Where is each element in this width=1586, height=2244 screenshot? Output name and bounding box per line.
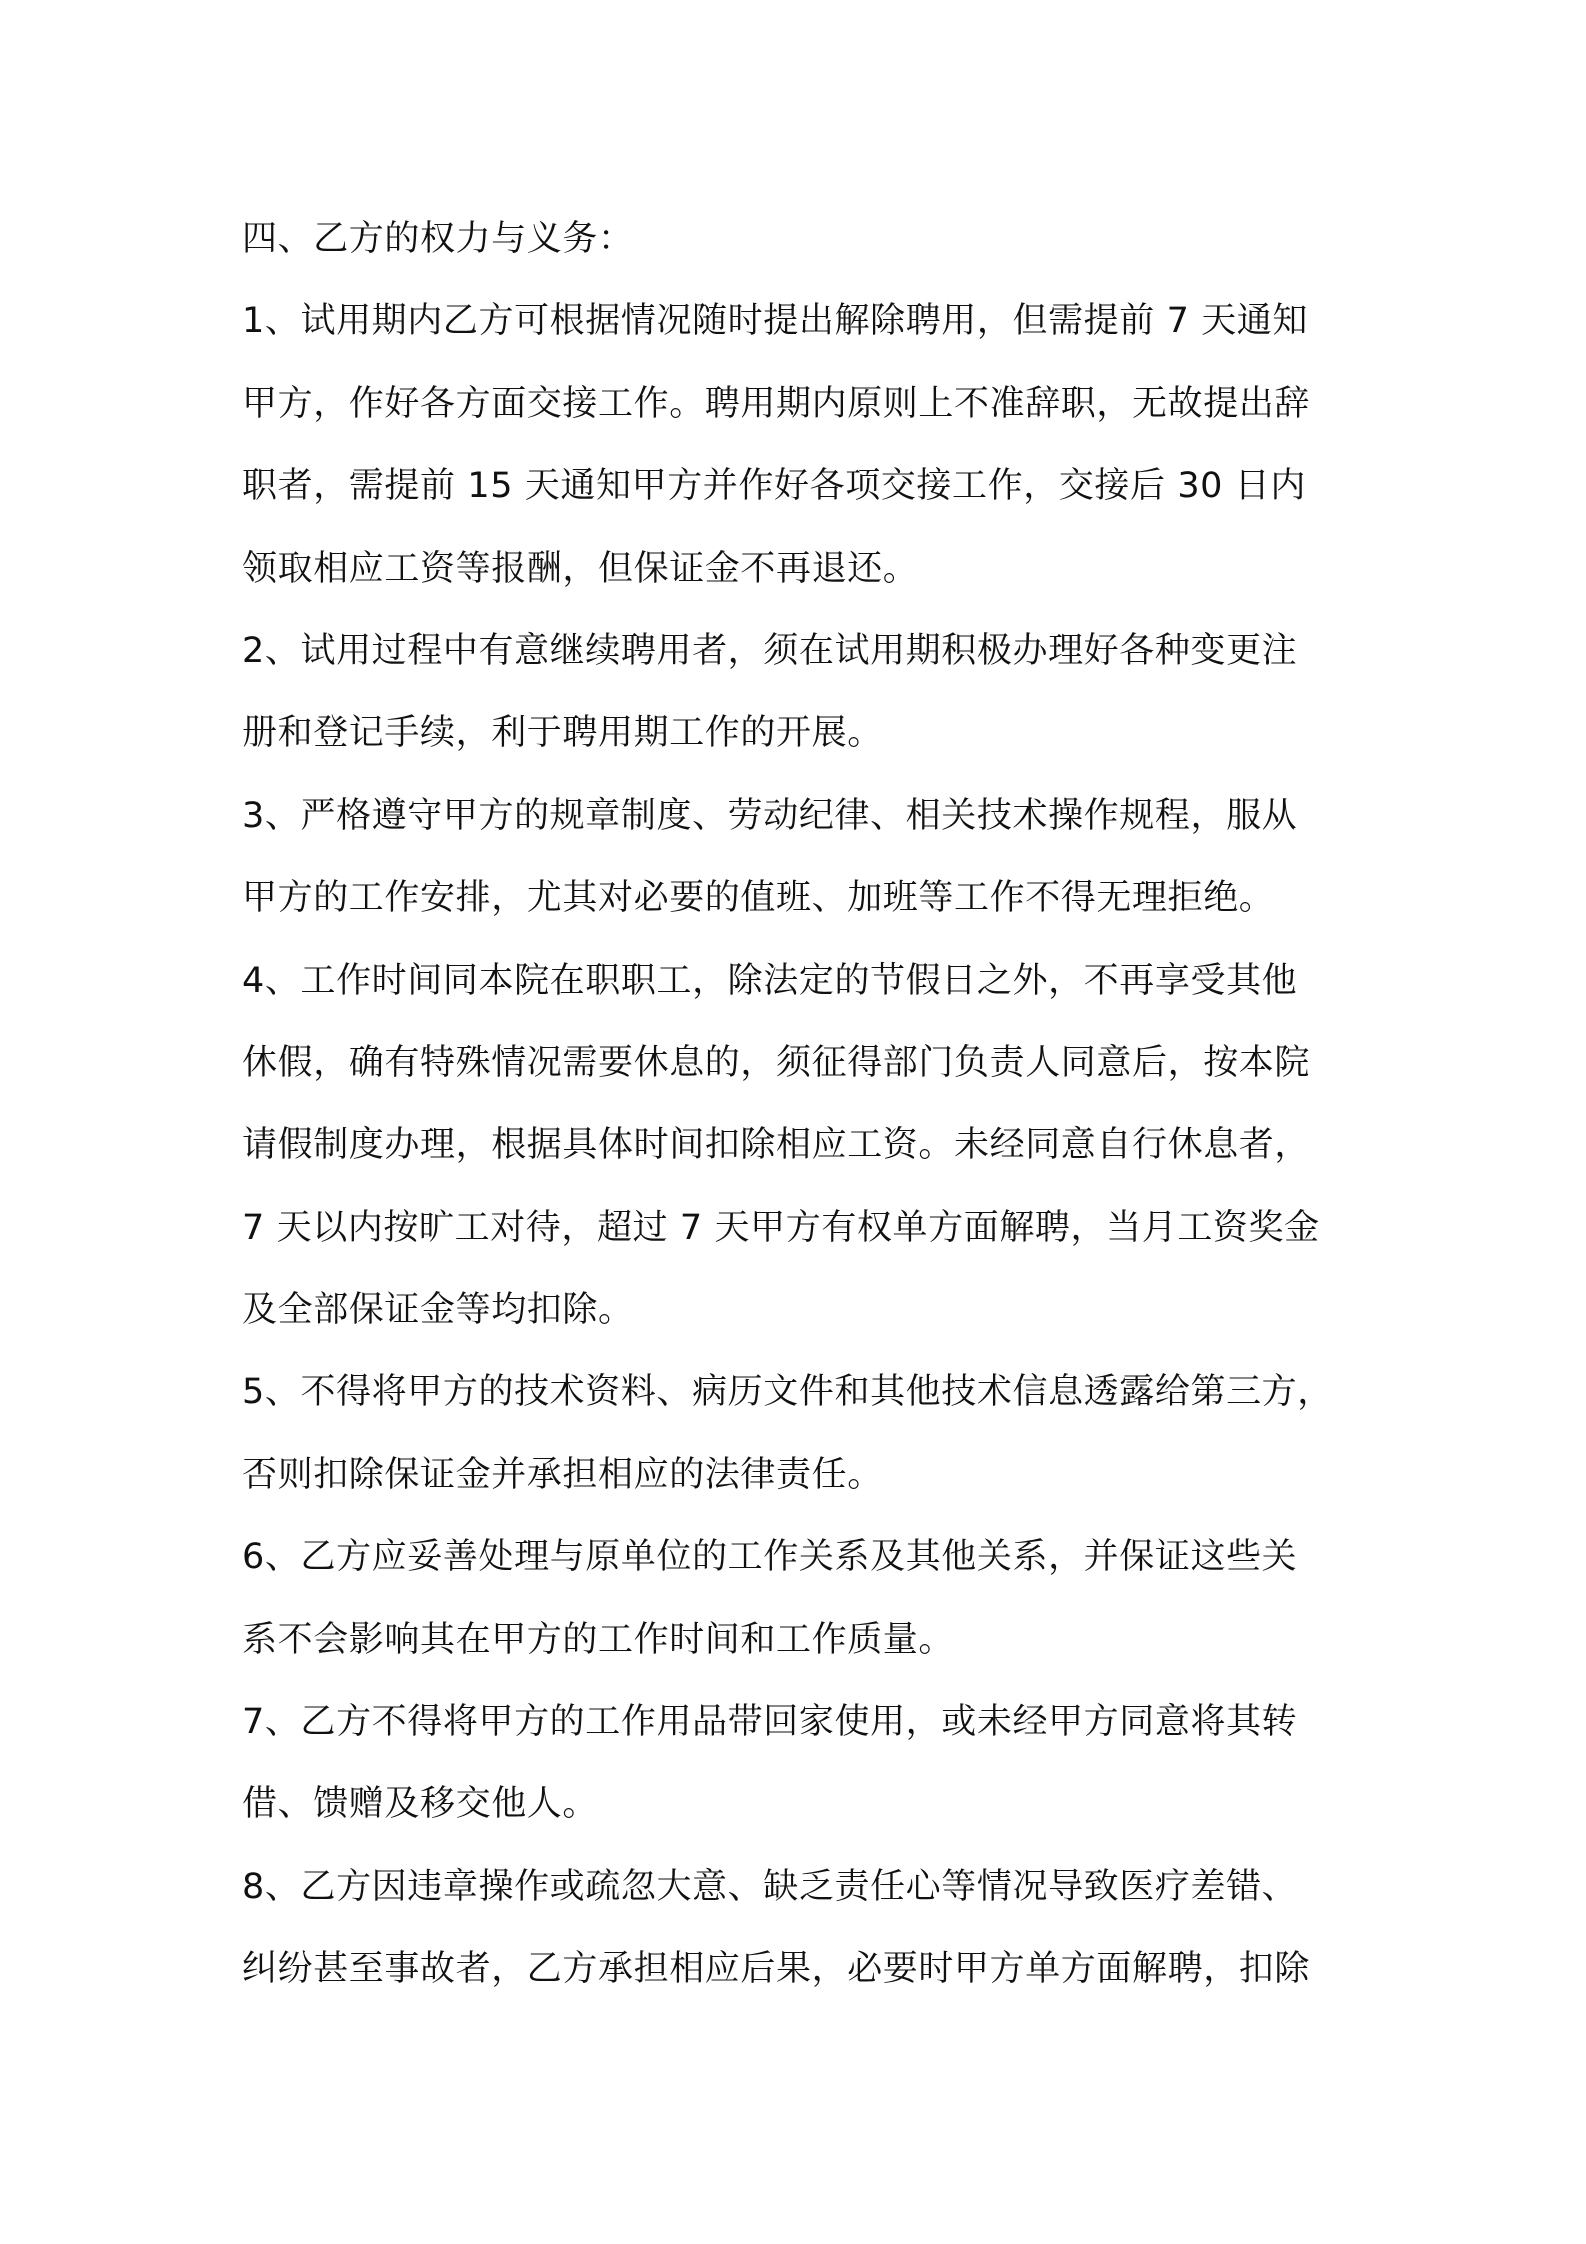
text-line: 1、试用期内乙方可根据情况随时提出解除聘用，但需提前 7 天通知 — [242, 301, 1308, 342]
text-line: 请假制度办理，根据具体时间扣除相应工资。未经同意自行休息者， — [242, 1125, 1311, 1166]
text-line: 7 天以内按旷工对待，超过 7 天甲方有权单方面解聘，当月工资奖金 — [242, 1207, 1320, 1248]
text-line: 2、试用过程中有意继续聘用者，须在试用期积极办理好各种变更注 — [242, 630, 1298, 671]
text-line: 借、馈赠及移交他人。 — [242, 1784, 599, 1825]
text-line: 纠纷甚至事故者，乙方承担相应后果，必要时甲方单方面解聘，扣除 — [242, 1949, 1311, 1990]
text-line: 8、乙方因违章操作或疏忽大意、缺乏责任心等情况导致医疗差错、 — [242, 1866, 1298, 1907]
text-line: 7、乙方不得将甲方的工作用品带回家使用，或未经甲方同意将其转 — [242, 1702, 1298, 1743]
text-line: 及全部保证金等均扣除。 — [242, 1290, 634, 1331]
text-line: 甲方的工作安排，尤其对必要的值班、加班等工作不得无理拒绝。 — [242, 878, 1275, 919]
text-line: 6、乙方应妥善处理与原单位的工作关系及其他关系，并保证这些关 — [242, 1537, 1298, 1578]
text-line: 休假，确有特殊情况需要休息的，须征得部门负责人同意后，按本院 — [242, 1042, 1311, 1083]
text-line: 职者，需提前 15 天通知甲方并作好各项交接工作，交接后 30 日内 — [242, 466, 1306, 507]
text-line: 否则扣除保证金并承担相应的法律责任。 — [242, 1454, 883, 1495]
text-line: 系不会影响其在甲方的工作时间和工作质量。 — [242, 1619, 955, 1660]
text-line: 3、严格遵守甲方的规章制度、劳动纪律、相关技术操作规程，服从 — [242, 795, 1298, 836]
section-heading: 四、乙方的权力与义务： — [242, 219, 634, 259]
text-line: 4、工作时间同本院在职职工，除法定的节假日之外，不再享受其他 — [242, 960, 1298, 1001]
document-body — [242, 198, 1382, 2011]
text-line: 领取相应工资等报酬，但保证金不再退还。 — [242, 548, 919, 589]
text-line: 5、不得将甲方的技术资料、病历文件和其他技术信息透露给第三方， — [242, 1372, 1333, 1413]
text-line: 册和登记手续，利于聘用期工作的开展。 — [242, 713, 883, 754]
text-line: 甲方，作好各方面交接工作。聘用期内原则上不准辞职，无故提出辞 — [242, 383, 1311, 424]
